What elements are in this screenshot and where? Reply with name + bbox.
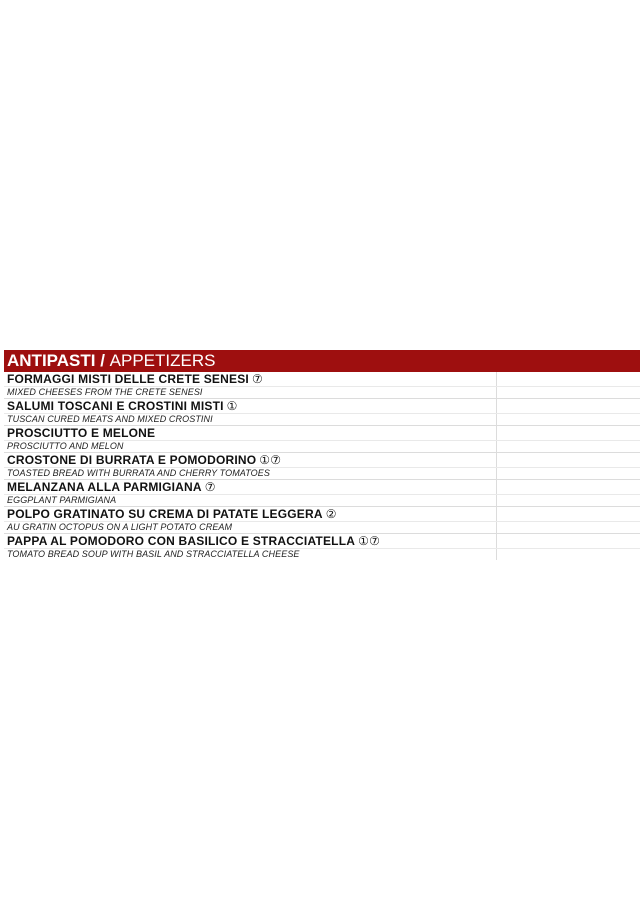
menu-item: [4, 534, 640, 560]
menu-item-name-cell: [4, 399, 497, 413]
menu-item: [4, 453, 640, 480]
section-title-english: APPETIZERS: [109, 351, 216, 370]
menu-item-description: AU GRATIN OCTOPUS ON A LIGHT POTATO CREAM: [4, 522, 497, 533]
menu-item: [4, 507, 640, 534]
menu-item-name-cell: [4, 507, 497, 521]
price-cell: [497, 495, 640, 506]
menu-item-name-cell: [4, 372, 497, 386]
menu-item: [4, 480, 640, 507]
allergen-markers: ①⑦: [358, 534, 381, 548]
menu-item-description: MIXED CHEESES FROM THE CRETE SENESI: [4, 387, 497, 398]
menu-item-description: TOASTED BREAD WITH BURRATA AND CHERRY TOMATOES: [4, 468, 497, 479]
menu-item-name: SALUMI TOSCANI E CROSTINI MISTI: [7, 399, 224, 413]
menu-item-description: EGGPLANT PARMIGIANA: [4, 495, 497, 506]
section-title-italian: ANTIPASTI: [7, 351, 96, 370]
menu-item: [4, 372, 640, 399]
menu-item-name: CROSTONE DI BURRATA E POMODORINO: [7, 453, 257, 467]
menu-item: [4, 399, 640, 426]
price-cell: [497, 399, 640, 413]
menu-item-name-cell: [4, 453, 497, 467]
price-cell: [497, 414, 640, 425]
price-cell: [497, 507, 640, 521]
allergen-markers: ⑦: [204, 480, 216, 494]
price-cell: [497, 372, 640, 386]
menu-table: [4, 350, 640, 560]
menu-item-name: POLPO GRATINATO SU CREMA DI PATATE LEGGERA: [7, 507, 323, 521]
menu-item-description: TUSCAN CURED MEATS AND MIXED CROSTINI: [4, 414, 497, 425]
price-cell: [497, 387, 640, 398]
menu-item-name: MELANZANA ALLA PARMIGIANA: [7, 480, 202, 494]
menu-item-name: PROSCIUTTO E MELONE: [7, 426, 156, 440]
allergen-markers: ②: [325, 507, 337, 521]
allergen-markers: ①: [226, 399, 238, 413]
price-cell: [497, 534, 640, 548]
menu-item-name-cell: [4, 480, 497, 494]
price-cell: [497, 453, 640, 467]
menu-item-description: PROSCIUTTO AND MELON: [4, 441, 497, 452]
price-cell: [497, 480, 640, 494]
menu-item-description: TOMATO BREAD SOUP WITH BASIL AND STRACCIATELLA CHEESE: [4, 549, 497, 560]
allergen-markers: ⑦: [251, 372, 263, 386]
allergen-markers: ①⑦: [259, 453, 282, 467]
price-cell: [497, 549, 640, 560]
menu-item: [4, 426, 640, 453]
menu-item-name: PAPPA AL POMODORO CON BASILICO E STRACCIATELLA: [7, 534, 356, 548]
menu-item-name-cell: [4, 534, 497, 548]
price-cell: [497, 468, 640, 479]
price-cell: [497, 426, 640, 440]
menu-item-name-cell: [4, 426, 497, 440]
price-cell: [497, 441, 640, 452]
section-title-separator: /: [95, 351, 110, 370]
menu-item-name: FORMAGGI MISTI DELLE CRETE SENESI: [7, 372, 249, 386]
price-cell: [497, 522, 640, 533]
section-header-antipasti: [4, 350, 640, 372]
